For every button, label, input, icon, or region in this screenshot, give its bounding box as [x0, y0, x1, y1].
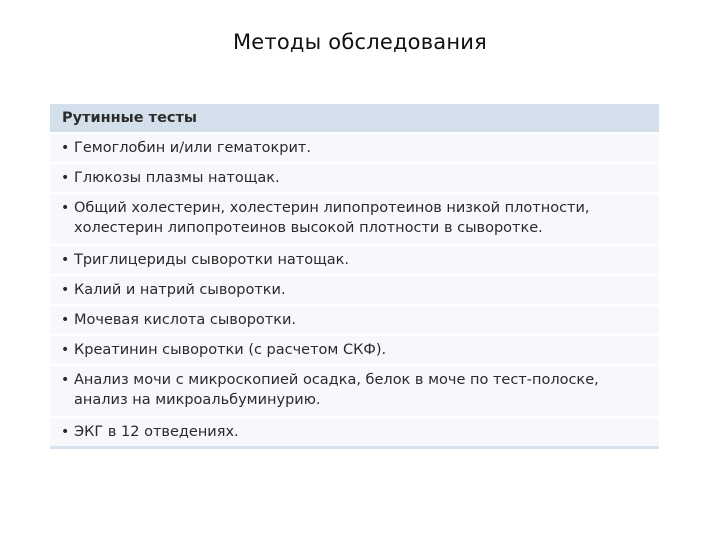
table-row: [50, 274, 659, 304]
table-row: [50, 132, 659, 162]
row-text: ЭКГ в 12 отведениях.: [74, 424, 239, 440]
row-text: Триглицериды сыворотки натощак.: [74, 252, 350, 268]
routine-tests-table: [50, 104, 659, 449]
bullet-icon: •: [61, 342, 70, 358]
table-row: [50, 364, 659, 416]
bullet-icon: •: [61, 282, 70, 298]
row-text: Анализ мочи с микроскопией осадка, белок в моче по тест-полоске,: [74, 372, 599, 388]
bullet-icon: •: [61, 312, 70, 328]
bullet-icon: •: [61, 424, 70, 440]
row-text-continuation: анализ на микроальбуминурию.: [74, 392, 321, 408]
row-text: Креатинин сыворотки (с расчетом СКФ).: [74, 342, 387, 358]
row-text: Гемоглобин и/или гематокрит.: [74, 140, 311, 156]
bullet-icon: •: [61, 170, 70, 186]
table-row: [50, 334, 659, 364]
bullet-icon: •: [61, 140, 70, 156]
row-text: Общий холестерин, холестерин липопротеинов низкой плотности,: [74, 200, 590, 216]
bullet-icon: •: [61, 372, 70, 388]
table-row: [50, 244, 659, 274]
row-text: Мочевая кислота сыворотки.: [74, 312, 297, 328]
slide-title: Методы обследования: [232, 30, 487, 54]
row-text: Калий и натрий сыворотки.: [74, 282, 286, 298]
table-row: [50, 416, 659, 446]
bullet-icon: •: [61, 252, 70, 268]
bullet-icon: •: [61, 200, 70, 216]
row-text-continuation: холестерин липопротеинов высокой плотности в сыворотке.: [74, 220, 543, 236]
table-row: [50, 162, 659, 192]
table-row: [50, 192, 659, 244]
table-header: Рутинные тесты: [50, 104, 659, 132]
table-row: [50, 304, 659, 334]
row-text: Глюкозы плазмы натощак.: [74, 170, 280, 186]
